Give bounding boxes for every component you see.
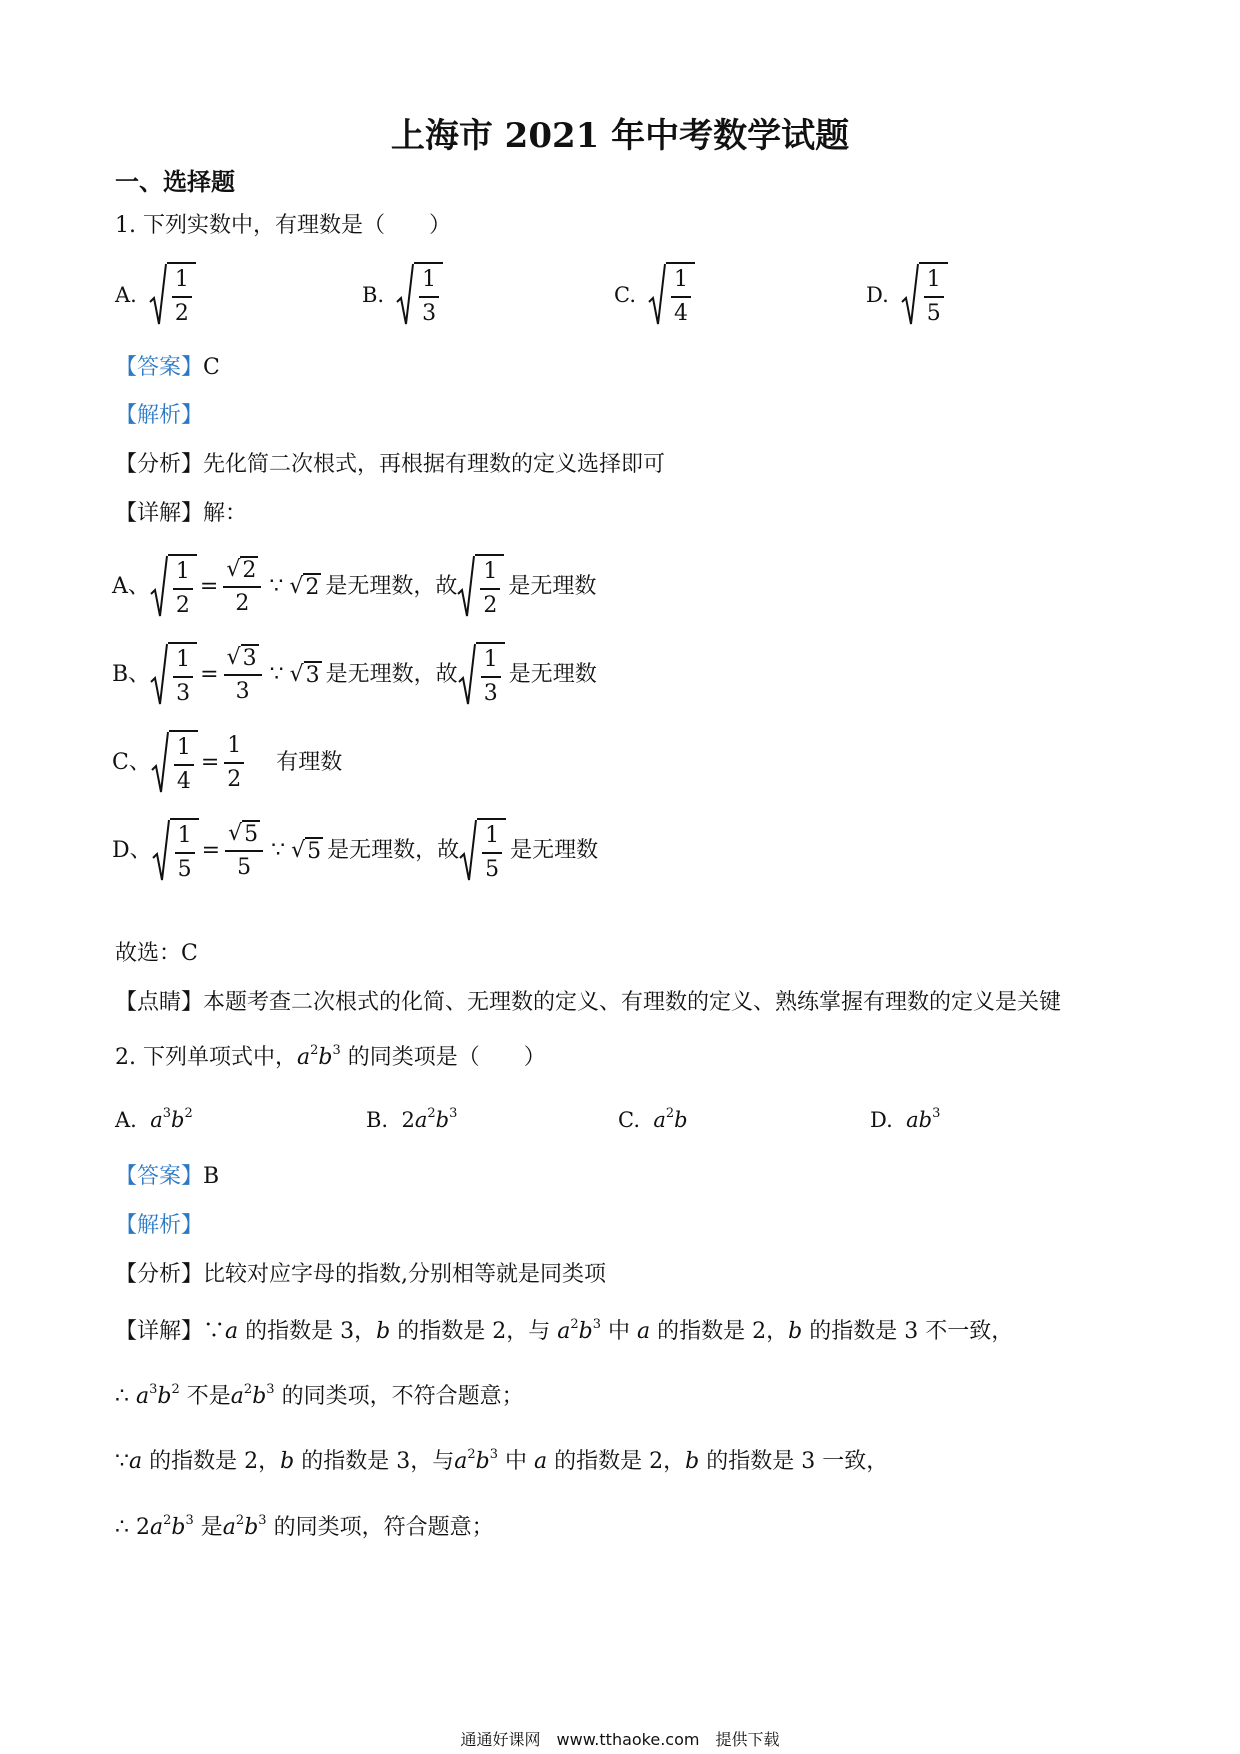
q2-option-b: B. $2a^2b^3$ bbox=[366, 1106, 458, 1132]
q1-option-d: D. $\frac{1}{5}$ bbox=[866, 262, 948, 328]
q2-option-a: A. $a^3b^2$ bbox=[115, 1106, 193, 1132]
page-title: 上海市 2021 年中考数学试题 bbox=[390, 116, 850, 156]
q1-detail-line-a: A、 $\frac{1}{2}$ = √ 2 2 ∵ √ 2 是无理数，故 $\frac{1}{2}$ 是无理数 bbox=[112, 554, 596, 620]
q2-analysis-tag: 【解析】 bbox=[115, 1213, 204, 1238]
q2-fenxi: 【分析】比较对应字母的指数,分别相等就是同类项 bbox=[115, 1262, 607, 1287]
q1-detail: 【详解】解： bbox=[115, 501, 248, 526]
q2-detail-line-3: ∵a 的指数是 2，b 的指数是 3，与$a^2b^3$ 中 a 的指数是 2，b 的指数是 3 一致， bbox=[115, 1447, 889, 1474]
q1-analysis-tag: 【解析】 bbox=[115, 403, 204, 428]
page-footer: 通通好课网 www.tthaoke.com 提供下载 bbox=[460, 1730, 780, 1749]
q1-detail-line-b: B、 $\frac{1}{3}$ = √ 3 3 ∵ √ 3 是无理数，故 $\frac{1}{3}$ 是无理数 bbox=[112, 642, 597, 708]
q2-detail-line-1: 【详解】∵a 的指数是 3，b 的指数是 2，与 $a^2b^3$ 中 a 的指数是 2，b 的指数是 3 不一致， bbox=[115, 1317, 1014, 1344]
q2-stem: 2. 下列单项式中，$a^2b^3$ 的同类项是（ ） bbox=[115, 1043, 546, 1070]
q1-detail-line-c: C、 $\frac{1}{4}$ = $\frac{1}{2}$ 有理数 bbox=[112, 730, 342, 796]
q2-detail-line-4: ∴ $2a^2b^3$ 是$a^2b^3$ 的同类项，符合题意； bbox=[115, 1513, 494, 1540]
q2-option-d: D. $ab^3$ bbox=[870, 1106, 941, 1132]
q1-dianjing: 【点睛】本题考查二次根式的化简、无理数的定义、有理数的定义、熟练掌握有理数的定义是关键 bbox=[115, 990, 1062, 1015]
q1-answer: 【答案】C bbox=[115, 355, 220, 380]
q2-option-c: C. $a^2b$ bbox=[618, 1106, 688, 1132]
q1-detail-line-d: D、 $\frac{1}{5}$ = √ 5 5 ∵ √ 5 是无理数，故 $\frac{1}{5}$ 是无理数 bbox=[112, 818, 598, 884]
q1-choose: 故选：C bbox=[115, 941, 198, 966]
q1-option-c: C. $\frac{1}{4}$ bbox=[614, 262, 695, 328]
q1-stem: 1. 下列实数中，有理数是（ ） bbox=[115, 213, 451, 238]
q2-answer: 【答案】B bbox=[115, 1164, 220, 1189]
q1-option-b: B. $\frac{1}{3}$ bbox=[362, 262, 443, 328]
q1-fenxi: 【分析】先化简二次根式，再根据有理数的定义选择即可 bbox=[115, 452, 666, 477]
section-heading: 一、选择题 bbox=[115, 167, 235, 196]
q2-detail-line-2: ∴ $a^3b^2$ 不是$a^2b^3$ 的同类项，不符合题意； bbox=[115, 1382, 524, 1409]
q1-option-a: A. $\frac{1}{2}$ bbox=[115, 262, 196, 328]
